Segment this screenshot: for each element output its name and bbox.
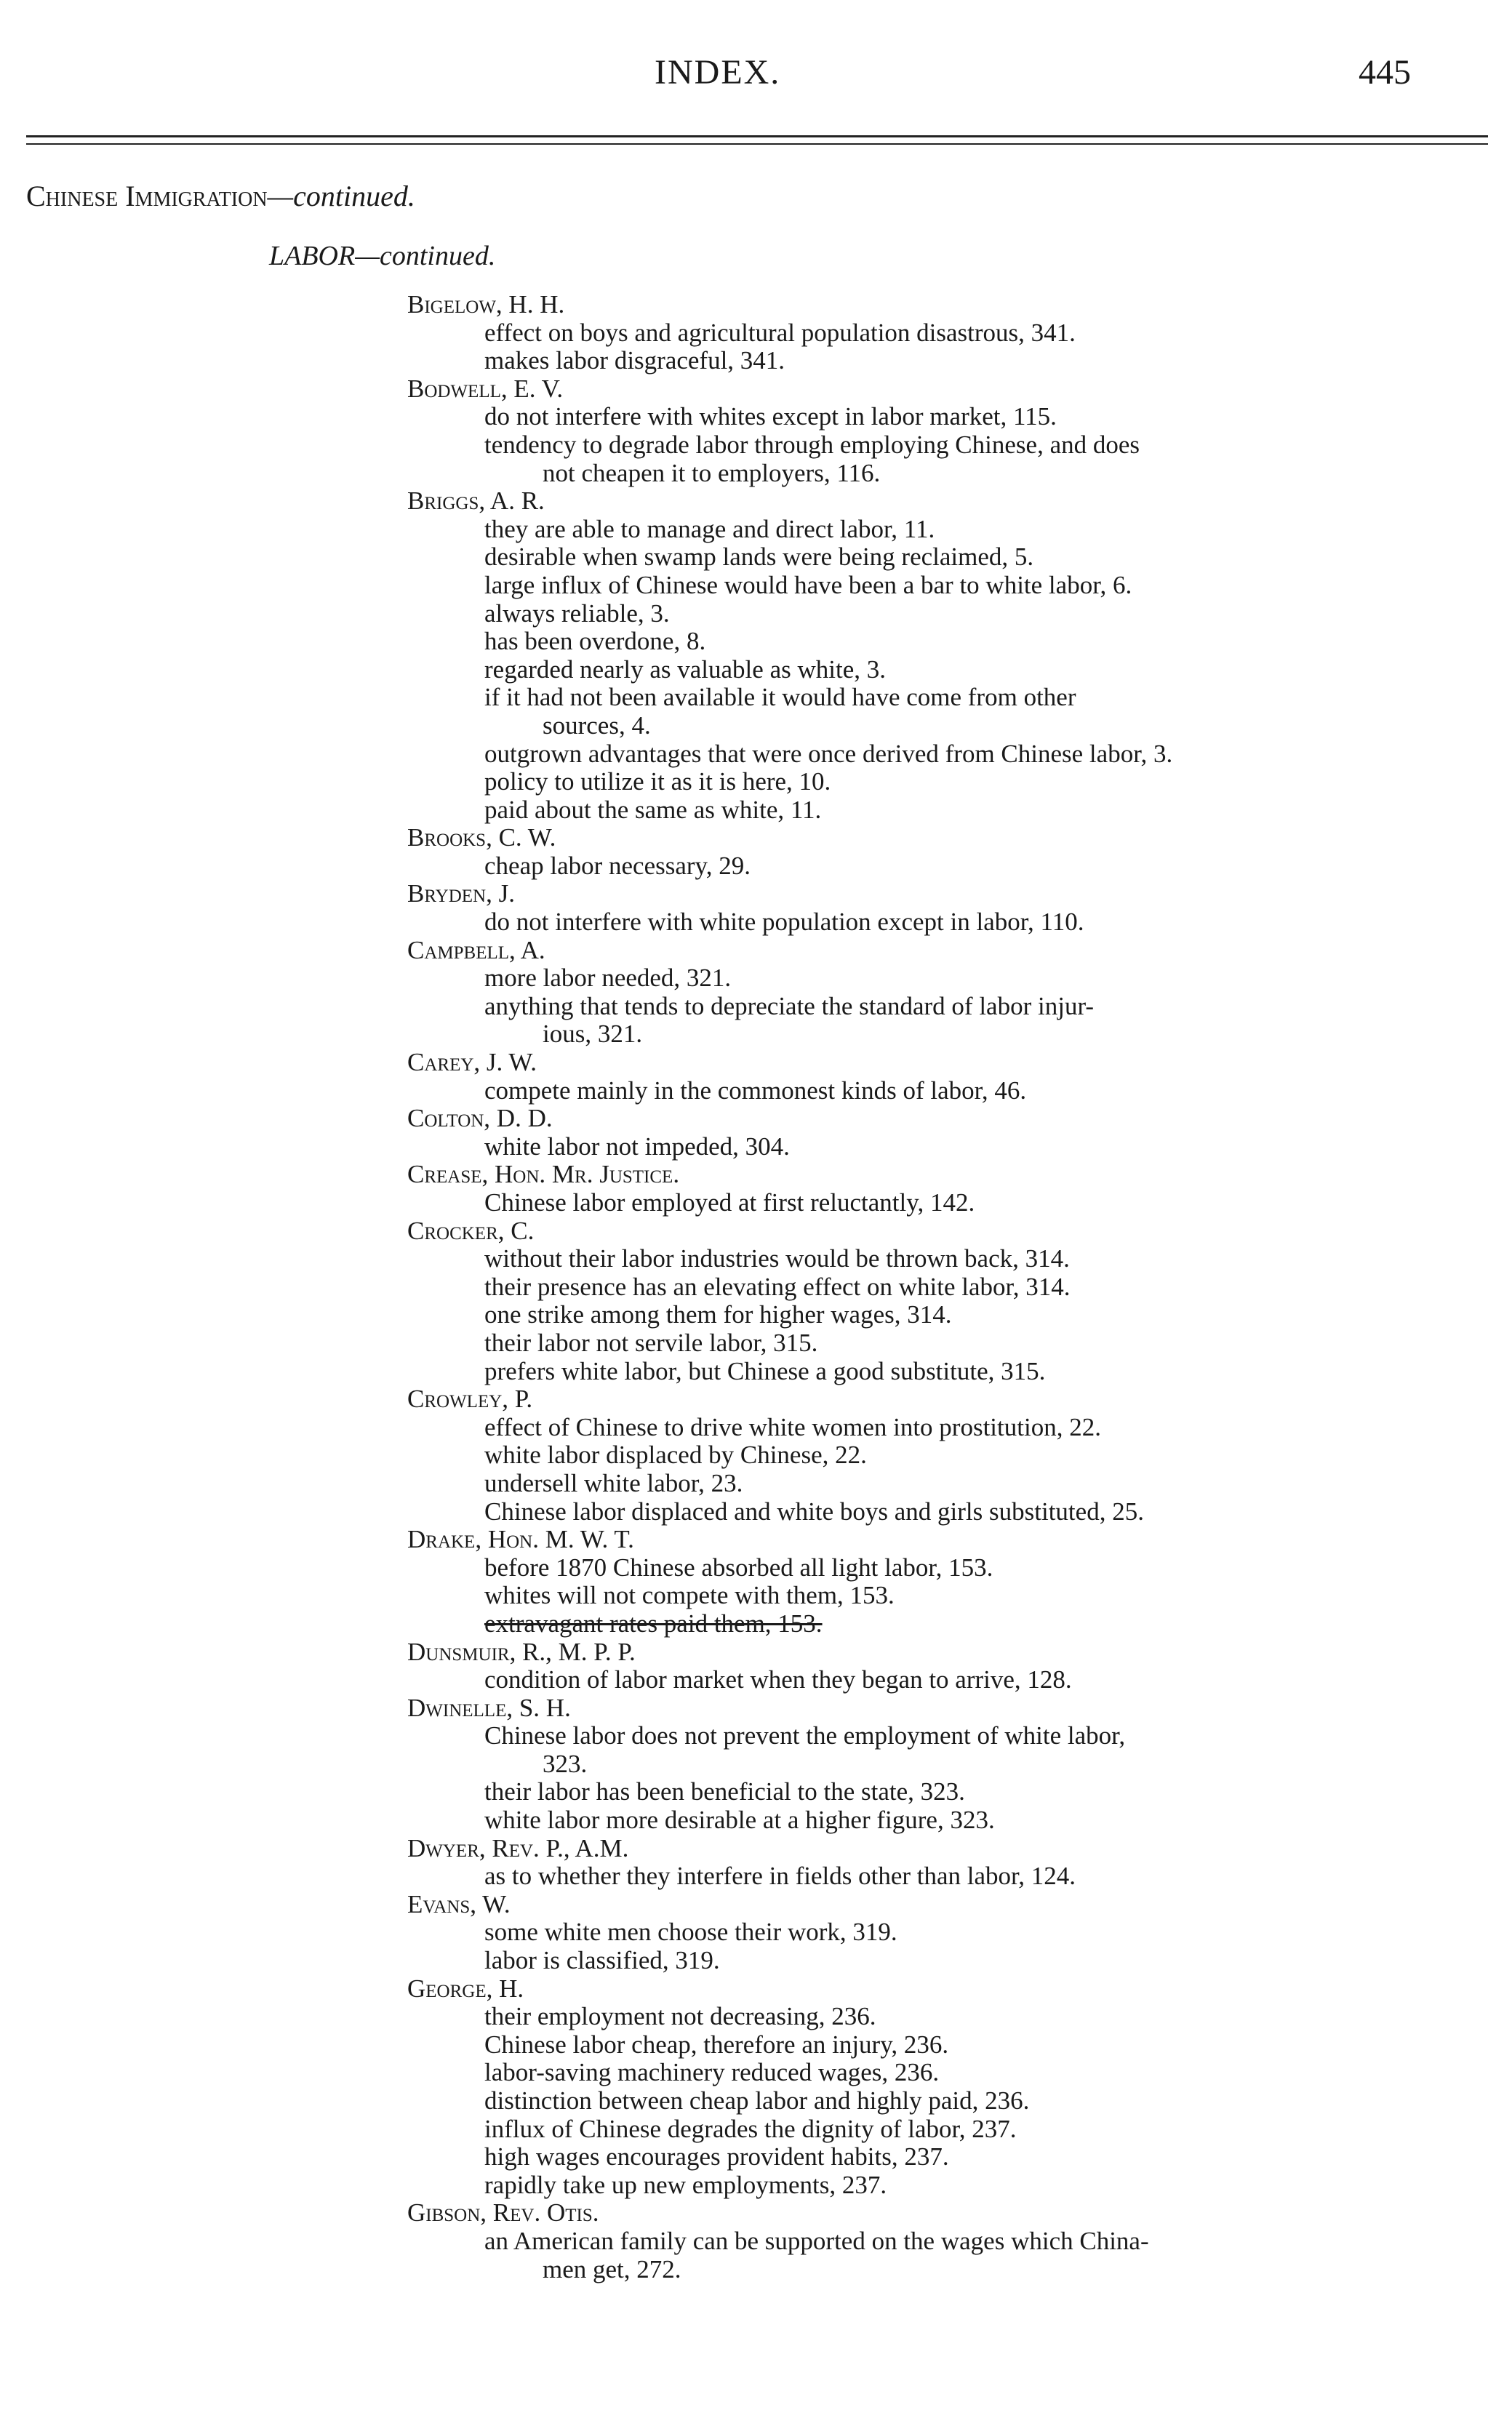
index-entry <box>407 487 1455 824</box>
entry-reference: if it had not been available it would have come from other sources, 4. <box>484 683 1076 740</box>
entry-name: Dwyer, Rev. P., A.M. <box>407 1833 629 1862</box>
entry-name: Briggs, A. R. <box>407 487 545 516</box>
entry-reference: they are able to manage and direct labor, 11. <box>484 514 935 543</box>
entry-name: Dunsmuir, R., M. P. P. <box>407 1637 636 1666</box>
entry-reference: whites will not compete with them, 153. <box>484 1581 895 1610</box>
entry-name: Bodwell, E. V. <box>407 374 564 403</box>
index-entry <box>407 1385 1455 1526</box>
entry-reference: large influx of Chinese would have been a bar to white labor, 6. <box>484 570 1132 599</box>
entry-name: Brooks, C. W. <box>407 823 556 852</box>
entry-reference: their labor has been beneficial to the state, 323. <box>484 1777 965 1806</box>
section-heading <box>26 179 415 213</box>
entry-reference: before 1870 Chinese absorbed all light labor, 153. <box>484 1553 993 1582</box>
entry-name: Crowley, P. <box>407 1385 533 1414</box>
entry-reference: their presence has an elevating effect on white labor, 314. <box>484 1272 1071 1301</box>
entry-name: Drake, Hon. M. W. T. <box>407 1525 634 1554</box>
header-rule <box>26 135 1488 137</box>
index-entry <box>407 824 1455 880</box>
entry-reference: extravagant rates paid them, 153. <box>484 1609 823 1638</box>
index-entry <box>407 1526 1455 1638</box>
entry-reference: paid about the same as white, 11. <box>484 795 822 824</box>
entry-reference: one strike among them for higher wages, 314. <box>484 1300 952 1329</box>
entry-name: Carey, J. W. <box>407 1048 537 1077</box>
entry-reference: Chinese labor cheap, therefore an injury, 236. <box>484 2030 949 2059</box>
entry-name: Gibson, Rev. Otis. <box>407 2198 599 2227</box>
entry-reference: Chinese labor displaced and white boys and girls substituted, 25. <box>484 1497 1144 1526</box>
section-suffix: —continued. <box>267 180 415 212</box>
entry-reference: outgrown advantages that were once derived from Chinese labor, 3. <box>484 739 1173 768</box>
index-entry <box>407 880 1455 936</box>
index-entry <box>407 2199 1455 2283</box>
entry-name: Campbell, A. <box>407 935 545 964</box>
index-entry <box>407 1638 1455 1694</box>
entry-reference: desirable when swamp lands were being reclaimed, 5. <box>484 543 1034 572</box>
entry-reference: more labor needed, 321. <box>484 964 732 993</box>
entry-reference: high wages encourages provident habits, 237. <box>484 2142 949 2171</box>
index-entry <box>407 1105 1455 1161</box>
entry-reference: tendency to degrade labor through employing Chinese, and does not cheapen it to employers, 116. <box>484 430 1140 487</box>
entry-reference: rapidly take up new employments, 237. <box>484 2170 887 2199</box>
entry-name: George, H. <box>407 1974 524 2003</box>
page-number: 445 <box>1359 53 1411 92</box>
page-title: INDEX. <box>655 53 781 92</box>
entry-reference: white labor more desirable at a higher figure, 323. <box>484 1806 995 1835</box>
index-entry <box>407 1835 1455 1891</box>
entry-reference: some white men choose their work, 319. <box>484 1918 897 1947</box>
index-entry <box>407 1217 1455 1386</box>
entry-reference: labor is classified, 319. <box>484 1946 720 1975</box>
entry-reference: their labor not servile labor, 315. <box>484 1328 818 1357</box>
index-entry <box>407 291 1455 375</box>
entry-reference: effect on boys and agricultural population disastrous, 341. <box>484 318 1076 347</box>
entry-reference: effect of Chinese to drive white women into prostitution, 22. <box>484 1412 1101 1441</box>
section-title: Chinese Immigration <box>26 180 268 212</box>
entry-reference: Chinese labor employed at first reluctantly, 142. <box>484 1188 975 1217</box>
entry-name: Bigelow, H. H. <box>407 290 565 319</box>
entry-reference: has been overdone, 8. <box>484 627 706 656</box>
entry-reference: regarded nearly as valuable as white, 3. <box>484 654 886 684</box>
entry-reference: do not interfere with white population except in labor, 110. <box>484 908 1084 937</box>
entry-reference: white labor not impeded, 304. <box>484 1132 790 1161</box>
index-entry <box>407 1694 1455 1835</box>
index-entries <box>407 291 1455 2283</box>
entry-reference: cheap labor necessary, 29. <box>484 851 751 880</box>
entry-name: Colton, D. D. <box>407 1104 553 1133</box>
entry-reference: condition of labor market when they began to arrive, 128. <box>484 1665 1072 1694</box>
index-entry <box>407 1049 1455 1105</box>
entry-reference: distinction between cheap labor and highly paid, 236. <box>484 2086 1030 2115</box>
entry-name: Crease, Hon. Mr. Justice. <box>407 1160 680 1189</box>
entry-reference: makes labor disgraceful, 341. <box>484 346 785 375</box>
entry-reference: undersell white labor, 23. <box>484 1468 743 1497</box>
entry-reference: always reliable, 3. <box>484 599 670 628</box>
index-entry <box>407 375 1455 487</box>
subsection-heading: LABOR—continued. <box>269 241 496 271</box>
index-entry <box>407 1975 1455 2200</box>
entry-reference: white labor displaced by Chinese, 22. <box>484 1441 867 1470</box>
entry-reference: policy to utilize it as it is here, 10. <box>484 767 831 796</box>
entry-reference: anything that tends to depreciate the standard of labor injur- ious, 321. <box>484 991 1095 1049</box>
entry-reference: influx of Chinese degrades the dignity of labor, 237. <box>484 2114 1017 2143</box>
header-rule-thin <box>26 143 1488 145</box>
page-header <box>0 52 1512 103</box>
entry-reference: labor-saving machinery reduced wages, 236. <box>484 2058 940 2087</box>
entry-reference: compete mainly in the commonest kinds of labor, 46. <box>484 1076 1027 1105</box>
entry-reference: do not interfere with whites except in labor market, 115. <box>484 402 1057 431</box>
entry-reference: without their labor industries would be thrown back, 314. <box>484 1244 1070 1273</box>
index-entry <box>407 1161 1455 1217</box>
entry-reference: as to whether they interfere in fields other than labor, 124. <box>484 1862 1076 1891</box>
entry-name: Evans, W. <box>407 1889 511 1918</box>
entry-reference: prefers white labor, but Chinese a good substitute, 315. <box>484 1356 1046 1385</box>
index-entry <box>407 937 1455 1049</box>
entry-reference: their employment not decreasing, 236. <box>484 2002 876 2031</box>
entry-name: Dwinelle, S. H. <box>407 1693 571 1722</box>
entry-reference: Chinese labor does not prevent the employment of white labor, 323. <box>484 1721 1126 1778</box>
entry-name: Crocker, C. <box>407 1216 535 1245</box>
entry-name: Bryden, J. <box>407 879 515 908</box>
entry-reference: an American family can be supported on the wages which China- men get, 272. <box>484 2226 1149 2283</box>
index-entry <box>407 1891 1455 1975</box>
